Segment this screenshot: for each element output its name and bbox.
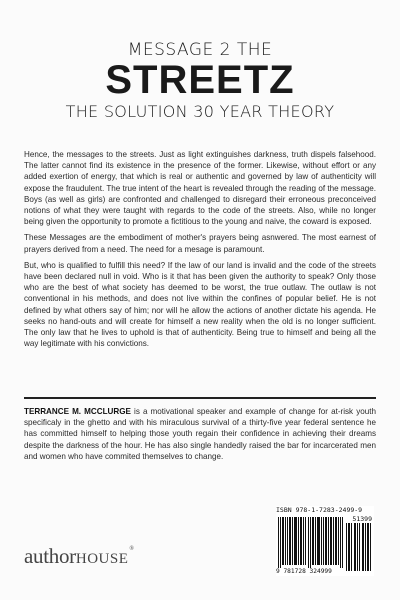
blurb: [24, 149, 376, 354]
subtitle: THE SOLUTION 30 YEAR THEORY: [65, 102, 335, 121]
title-block: [0, 40, 400, 122]
author-bio: [24, 406, 376, 462]
registered-mark: ®: [129, 546, 134, 552]
blurb-paragraph: Hence, the messages to the streets. Just as light extinguishes darkness, truth dispels falsehood. The latter cannot find its existence in the presence of the former. Likewise, without effort or any added exertion of energy, that which is real or authentic and governed by law of authenticity will expose the fraudulent. The true intent of the heart is revealed through the reading of the message. Boys (as well as girls) are confronted and challenged to disregard their erroneous preconceived notions of what they were taught with regards to the code of the streets. Also, while no longer being given the opportunity to promote a fictitious to the young and naive, the coward is exposed.: [24, 150, 376, 227]
barcode: [276, 506, 374, 576]
publisher-name-part2: HOUSE: [75, 551, 129, 567]
author-bio-text: is a motivational speaker and example of change for at-risk youth specificaly in the ghetto and with his miraculous survival of a thirty-five year federal sentence he has committed himself to helping those youth regain their confidence in achieving their dreams despite the darkness of the hour. He has also single handedly raised the bar for incarcerated men and women who have commited themselves to change.: [24, 407, 376, 461]
divider: [24, 397, 376, 399]
price-code: 51399: [352, 515, 372, 523]
addon-barcode-icon: [346, 523, 372, 571]
author-name: TERRANCE M. MCCLURGE: [24, 407, 131, 416]
publisher-logo: [24, 544, 134, 569]
blurb-paragraph: But, who is qualified to fulfill this need? If the law of our land is invalid and the code of the streets have been declared null in void. Who is it that has been given the authority to speak? Only those who are the best of what society has deemed to be worst, the true outlaw. The outlaw is not conventional in his methods, and does not live within the confines of popular belief. He is not defined by what others say of him; nor will he allow the actions of another dictate his agenda. He seeks no hand-outs and will create for himself a new reality when the old is no longer sufficient. The only law that he lives to uphold is that of authenticity. Being true to himself and being all the way legitimate with his convictions.: [24, 260, 376, 349]
isbn-digits: 9 781728 324999: [276, 568, 332, 575]
isbn-label: ISBN 978-1-7283-2499-9: [276, 506, 363, 514]
title-main: STREETZ: [105, 58, 295, 102]
blurb-paragraph: These Messages are the embodiment of mother's prayers being asnwered. The most earnest of prayers derived from a need. The need for a mesage is paramount.: [24, 233, 376, 254]
publisher-name-part1: author: [24, 544, 76, 568]
title-line-1: MESSAGE 2 THE: [127, 40, 273, 60]
barcode-bars-icon: [278, 517, 344, 568]
